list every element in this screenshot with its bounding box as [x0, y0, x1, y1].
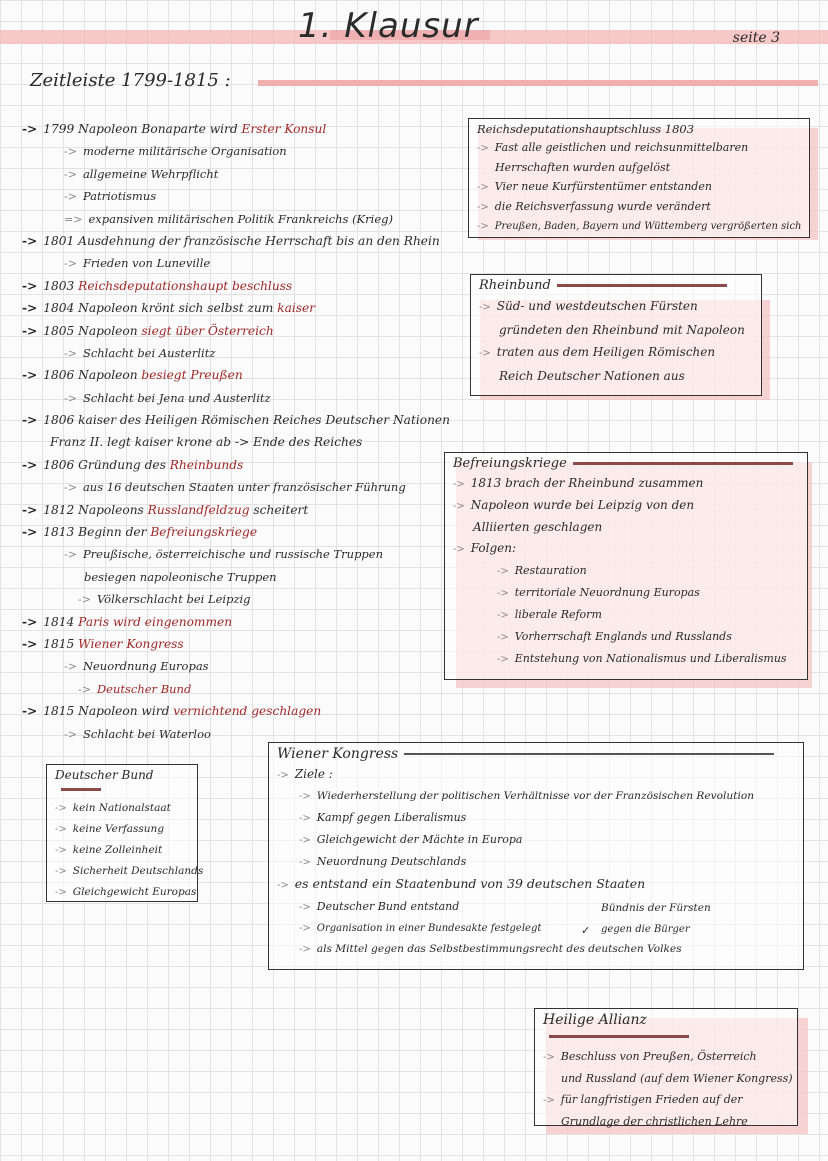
arrow-icon: -> — [22, 614, 38, 629]
ziele-item: -> Wiederherstellung der politischen Verhältnisse vor der Französischen Revolution — [299, 790, 755, 802]
arrow-icon: -> — [543, 1052, 555, 1063]
arrow-icon: -> — [55, 845, 67, 856]
folgen-item: -> territoriale Neuordnung Europas — [497, 586, 700, 599]
dbund-line: -> kein Nationalstaat — [55, 802, 171, 814]
arrow-icon: -> — [497, 632, 509, 643]
wiener-sub: -> Deutscher Bund entstand — [299, 900, 460, 913]
arrow-icon: -> — [299, 902, 311, 913]
arrow-icon: -> — [22, 233, 38, 248]
wiener-result: -> es entstand ein Staatenbund von 39 deutschen Staaten — [277, 876, 646, 891]
rheinbund-line: -> traten aus dem Heiligen Römischen — [479, 345, 716, 359]
timeline-list — [22, 118, 462, 745]
arrow-icon: -> — [22, 636, 38, 651]
timeline-entry: -> moderne militärische Organisation — [64, 144, 287, 159]
rdh-box-title: Reichsdeputationshauptschluss 1803 — [477, 122, 695, 136]
timeline-entry: -> Schlacht bei Jena und Austerlitz — [64, 390, 271, 405]
timeline-entry: -> 1806 Gründung des Rheinbunds — [22, 457, 244, 472]
arrow-icon: -> — [78, 593, 91, 607]
arrow-icon: -> — [22, 301, 38, 316]
deutscher-bund-box — [46, 764, 204, 902]
arrow-icon: -> — [78, 682, 91, 696]
folgen-item: -> Entstehung von Nationalismus und Liberalismus — [497, 652, 787, 665]
timeline-entry: -> 1813 Beginn der Befreiungskriege — [22, 525, 258, 540]
arrow-icon: -> — [22, 704, 38, 719]
folgen-item: -> Restauration — [497, 564, 587, 577]
arrow-icon: -> — [479, 348, 491, 359]
rdh-line: Herrschaften wurden aufgelöst — [495, 161, 671, 174]
arrow-icon: -> — [497, 566, 509, 577]
arrow-icon: -> — [299, 813, 311, 824]
wiener-kongress-box-title: Wiener Kongress — [269, 743, 803, 764]
arrow-icon: -> — [55, 866, 67, 877]
timeline-entry: -> 1812 Napoleons Russlandfeldzug scheitert — [22, 502, 309, 517]
wiener-sub: -> als Mittel gegen das Selbstbestimmungsrecht des deutschen Volkes — [299, 943, 682, 955]
arrow-icon: -> — [277, 770, 289, 781]
timeline-entry: besiegen napoleonische Truppen — [84, 569, 277, 584]
rdh-line: -> Fast alle geistlichen und reichsunmittelbaren — [477, 141, 749, 154]
arrow-icon: -> — [22, 278, 38, 293]
heilige-allianz-box-title: Heilige Allianz — [535, 1009, 797, 1046]
timeline-entry: -> 1815 Napoleon wird vernichtend geschlagen — [22, 704, 322, 719]
timeline-entry: -> aus 16 deutschen Staaten unter französischer Führung — [64, 480, 406, 495]
arrow-icon: -> — [64, 257, 77, 271]
timeline-entry: -> Frieden von Luneville — [64, 256, 211, 271]
allianz-line: und Russland (auf dem Wiener Kongress) — [561, 1072, 793, 1085]
arrow-icon: -> — [453, 544, 465, 555]
timeline-entry: -> Deutscher Bund — [78, 681, 192, 696]
buendnis-note: Bündnis der Fürsten — [601, 902, 711, 914]
arrow-icon: -> — [477, 202, 489, 213]
rdh-box — [468, 118, 810, 238]
dbund-line: -> Gleichgewicht Europas — [55, 886, 197, 898]
timeline-entry: -> Völkerschlacht bei Leipzig — [78, 592, 251, 607]
folgen-item: -> Vorherrschaft Englands und Russlands — [497, 630, 732, 643]
arrow-icon: -> — [55, 824, 67, 835]
arrow-icon: -> — [453, 479, 465, 490]
page-number: seite 3 — [732, 30, 780, 46]
befreiung-line: -> Napoleon wurde bei Leipzig von den — [453, 498, 695, 512]
arrow-icon: -> — [64, 346, 77, 360]
timeline-entry: => expansiven militärischen Politik Frankreichs (Krieg) — [64, 211, 393, 226]
arrow-icon: -> — [64, 660, 77, 674]
arrow-icon: -> — [497, 654, 509, 665]
rdh-line: -> Preußen, Baden, Bayern und Wüttemberg vergrößerten sich — [477, 221, 802, 232]
arrow-icon: -> — [477, 143, 489, 154]
allianz-line: Grundlage der christlichen Lehre — [561, 1115, 748, 1128]
page-title: 1. Klausur — [298, 6, 479, 46]
arrow-icon: -> — [22, 457, 38, 472]
timeline-entry: -> 1804 Napoleon krönt sich selbst zum kaiser — [22, 301, 316, 316]
ziele-item: -> Gleichgewicht der Mächte in Europa — [299, 833, 523, 846]
rheinbund-line: Reich Deutscher Nationen aus — [499, 369, 685, 383]
arrow-icon: => — [64, 212, 83, 226]
buerger-note: gegen die Bürger — [601, 924, 690, 935]
arrow-icon: -> — [453, 501, 465, 512]
arrow-icon: -> — [299, 835, 311, 846]
rheinbund-box-title: Rheinbund — [471, 275, 761, 295]
wiener-kongress-box — [268, 742, 804, 970]
ziele-label: -> Ziele : — [277, 767, 333, 781]
arrow-icon: -> — [277, 880, 289, 891]
arrow-icon: -> — [22, 502, 38, 517]
section-heading: Zeitleiste 1799-1815 : — [30, 70, 231, 91]
dbund-line: -> keine Zolleinheit — [55, 844, 163, 856]
title-bar — [557, 284, 727, 287]
rheinbund-line: gründeten den Rheinbund mit Napoleon — [499, 323, 745, 337]
arrow-icon: -> — [299, 791, 311, 802]
timeline-entry: -> 1815 Wiener Kongress — [22, 636, 184, 651]
arrow-icon: -> — [55, 887, 67, 898]
timeline-entry: -> 1805 Napoleon siegt über Österreich — [22, 323, 274, 338]
rheinbund-box — [470, 274, 762, 396]
timeline-entry: -> 1801 Ausdehnung der französische Herrschaft bis an den Rhein — [22, 233, 440, 248]
arrow-icon: -> — [497, 588, 509, 599]
arrow-icon: -> — [477, 182, 489, 193]
heilige-allianz-box — [534, 1008, 798, 1126]
arrow-icon: -> — [64, 145, 77, 159]
arrow-icon: -> — [22, 413, 38, 428]
timeline-entry: -> 1803 Reichsdeputationshaupt beschluss — [22, 278, 293, 293]
arrow-icon: -> — [543, 1095, 555, 1106]
arrow-icon: -> — [22, 122, 38, 136]
check-icon: ✓ — [581, 924, 591, 937]
rdh-line: -> die Reichsverfassung wurde verändert — [477, 200, 711, 213]
befreiung-line: Alliierten geschlagen — [473, 520, 603, 534]
folgen-item: -> liberale Reform — [497, 608, 602, 621]
arrow-icon: -> — [479, 302, 491, 313]
arrow-icon: -> — [64, 391, 77, 405]
arrow-icon: -> — [497, 610, 509, 621]
allianz-line: -> Beschluss von Preußen, Österreich — [543, 1050, 757, 1063]
arrow-icon: -> — [64, 481, 77, 495]
timeline-entry: -> Preußische, österreichische und russische Truppen — [64, 547, 384, 562]
befreiung-line: -> Folgen: — [453, 541, 517, 555]
arrow-icon: -> — [64, 727, 77, 741]
arrow-icon: -> — [64, 548, 77, 562]
section-heading-bar — [258, 80, 818, 86]
arrow-icon: -> — [22, 525, 38, 540]
ziele-item: -> Kampf gegen Liberalismus — [299, 811, 467, 824]
befreiung-line: -> 1813 brach der Rheinbund zusammen — [453, 476, 704, 490]
allianz-line: -> für langfristigen Frieden auf der — [543, 1093, 743, 1106]
rdh-line: -> Vier neue Kurfürstentümer entstanden — [477, 180, 712, 193]
timeline-entry: -> 1814 Paris wird eingenommen — [22, 614, 233, 629]
dbund-line: -> Sicherheit Deutschlands — [55, 865, 204, 877]
ziele-item: -> Neuordnung Deutschlands — [299, 855, 467, 868]
timeline-entry: -> 1806 Napoleon besiegt Preußen — [22, 368, 243, 383]
timeline-entry: -> 1806 kaiser des Heiligen Römischen Reiches Deutscher Nationen — [22, 413, 450, 428]
befreiungskriege-box — [444, 452, 808, 680]
title-bar — [61, 788, 101, 791]
timeline-entry: -> Schlacht bei Waterloo — [64, 726, 211, 741]
timeline-entry: -> Patriotismus — [64, 189, 157, 204]
timeline-entry: -> allgemeine Wehrpflicht — [64, 166, 219, 181]
timeline-entry: -> 1799 Napoleon Bonaparte wird Erster Konsul — [22, 122, 327, 136]
timeline-entry: -> Schlacht bei Austerlitz — [64, 345, 216, 360]
arrow-icon: -> — [64, 190, 77, 204]
timeline-entry: -> Neuordnung Europas — [64, 659, 209, 674]
arrow-icon: -> — [22, 323, 38, 338]
timeline-entry: Franz II. legt kaiser krone ab -> Ende des Reiches — [50, 435, 363, 450]
title-bar — [404, 753, 774, 755]
title-bar — [573, 462, 793, 465]
title-bar — [549, 1035, 689, 1038]
arrow-icon: -> — [299, 923, 311, 934]
deutscher-bund-box-title: Deutscher Bund — [47, 765, 197, 798]
arrow-icon: -> — [55, 803, 67, 814]
arrow-icon: -> — [22, 368, 38, 383]
arrow-icon: -> — [477, 221, 489, 232]
dbund-line: -> keine Verfassung — [55, 823, 165, 835]
rheinbund-line: -> Süd- und westdeutschen Fürsten — [479, 299, 698, 313]
befreiungskriege-box-title: Befreiungskriege — [445, 453, 807, 473]
wiener-sub: -> Organisation in einer Bundesakte festgelegt — [299, 923, 542, 934]
arrow-icon: -> — [299, 944, 311, 955]
arrow-icon: -> — [64, 167, 77, 181]
arrow-icon: -> — [299, 857, 311, 868]
